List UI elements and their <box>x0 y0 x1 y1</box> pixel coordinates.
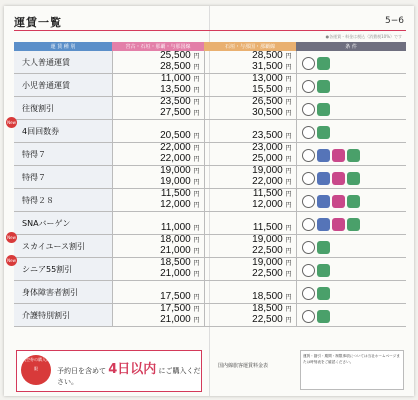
fare-table-caption: 国内線旅客運賃料金表 <box>218 363 269 369</box>
route-b-price-1: 19,000 円 <box>252 234 292 245</box>
header-fare-type: 運 賃 種 別 <box>14 42 112 51</box>
route-a-price-1: 25,500 円 <box>160 50 200 61</box>
route-b-period <box>204 120 240 143</box>
condition-icon <box>317 80 330 93</box>
route-a-price-2: 22,000 円 <box>160 153 200 164</box>
route-b-prices <box>240 120 296 143</box>
fare-name-cell <box>14 281 112 304</box>
header-route-b: 石垣・与那国・那覇線 <box>204 42 296 51</box>
condition-icon <box>302 172 315 185</box>
route-b-price-1: 19,000 円 <box>252 257 292 268</box>
route-b-price-2: 15,500 円 <box>252 84 292 95</box>
route-b-price-1: 13,000 円 <box>252 73 292 84</box>
route-b-period <box>204 97 240 120</box>
route-a-period <box>112 74 148 97</box>
new-badge: New <box>6 117 17 128</box>
route-a-prices <box>148 51 204 74</box>
route-a-price-1: 11,000 円 <box>160 73 200 84</box>
route-b-period <box>204 189 240 212</box>
fare-row <box>14 281 406 304</box>
condition-icons <box>296 212 406 235</box>
route-a-period <box>112 189 148 212</box>
route-b-period <box>204 281 240 304</box>
deadline-post: にご購入ください。 <box>57 367 201 386</box>
condition-icons <box>296 51 406 74</box>
condition-icon <box>302 195 315 208</box>
fare-name: 身体障害者割引 <box>22 287 78 297</box>
route-b-period <box>204 143 240 166</box>
condition-icon <box>302 241 315 254</box>
route-b-prices <box>240 304 296 327</box>
condition-icons <box>296 166 406 189</box>
fare-row <box>14 143 406 166</box>
route-a-prices <box>148 235 204 258</box>
condition-icons <box>296 235 406 258</box>
route-b-period <box>204 304 240 327</box>
condition-icon <box>347 218 360 231</box>
condition-icons <box>296 258 406 281</box>
route-b-prices <box>240 166 296 189</box>
condition-icon <box>347 195 360 208</box>
fare-name-cell <box>14 166 112 189</box>
condition-icons <box>296 143 406 166</box>
route-a-prices <box>148 97 204 120</box>
condition-icon <box>347 172 360 185</box>
route-a-price-2: 13,500 円 <box>160 84 200 95</box>
route-a-prices <box>148 189 204 212</box>
condition-icon <box>317 172 330 185</box>
route-b-period <box>204 51 240 74</box>
condition-icon <box>302 310 315 323</box>
route-a-price-1: 18,000 円 <box>160 234 200 245</box>
route-a-price-1: 23,500 円 <box>160 96 200 107</box>
route-b-prices <box>240 143 296 166</box>
page-number: 5−6 <box>385 16 404 26</box>
route-b-price-2: 23,500 円 <box>252 130 292 141</box>
fare-row <box>14 51 406 74</box>
route-a-price-2: 12,000 円 <box>160 199 200 210</box>
fare-name: 往復割引 <box>22 103 54 113</box>
fare-name-cell <box>7 258 112 281</box>
route-b-prices <box>240 281 296 304</box>
fare-name: 大人普通運賃 <box>22 57 70 67</box>
route-a-period <box>112 120 148 143</box>
route-b-period <box>204 258 240 281</box>
route-a-prices <box>148 304 204 327</box>
route-a-period <box>112 143 148 166</box>
condition-icon <box>302 287 315 300</box>
condition-icon <box>302 264 315 277</box>
fare-notes-box: 運賃・割引・期間・制限事項については当社ホームページまたは時刻表をご確認ください。 <box>300 350 404 390</box>
condition-icons <box>296 281 406 304</box>
condition-icon <box>317 57 330 70</box>
route-a-period <box>112 166 148 189</box>
route-b-prices <box>240 212 296 235</box>
fare-name-cell <box>14 304 112 327</box>
condition-icon <box>302 149 315 162</box>
route-b-period <box>204 212 240 235</box>
route-a-period <box>112 97 148 120</box>
condition-icon <box>302 103 315 116</box>
condition-icon <box>317 264 330 277</box>
fare-name: スカイユース割引 <box>22 241 86 251</box>
route-b-prices <box>240 74 296 97</box>
tax-note: ●各運賃・料金は税込（消費税10%）です <box>325 34 402 39</box>
condition-icons <box>296 189 406 212</box>
route-a-price-2: 21,000 円 <box>160 268 200 279</box>
condition-icon <box>317 149 330 162</box>
route-a-period <box>112 281 148 304</box>
route-b-price-2: 30,500 円 <box>252 107 292 118</box>
route-a-prices <box>148 212 204 235</box>
fare-name: 小児普通運賃 <box>22 80 70 90</box>
deadline-pre: 予約日を含めて <box>57 367 106 375</box>
purchase-deadline-box <box>16 350 202 392</box>
fare-name-cell <box>14 97 112 120</box>
condition-icons <box>296 97 406 120</box>
route-a-price-1: 17,500 円 <box>160 303 200 314</box>
condition-icon <box>317 126 330 139</box>
timetable-page <box>4 6 414 396</box>
fare-name: 介護特別割引 <box>22 310 70 320</box>
route-a-price-2: 19,000 円 <box>160 176 200 187</box>
route-a-price-2: 20,500 円 <box>160 130 200 141</box>
route-a-price-1: 11,500 円 <box>160 188 200 199</box>
route-b-prices <box>240 235 296 258</box>
fare-table <box>7 42 406 327</box>
fare-name-cell <box>14 143 112 166</box>
page-title: 運賃一覧 <box>14 16 62 29</box>
route-b-price-1: 11,500 円 <box>252 188 292 199</box>
route-b-price-2: 12,000 円 <box>252 199 292 210</box>
route-a-prices <box>148 120 204 143</box>
fare-row <box>14 212 406 235</box>
condition-icon <box>317 287 330 300</box>
condition-icon <box>317 103 330 116</box>
route-b-price-2: 22,500 円 <box>252 314 292 325</box>
fare-row <box>14 258 406 281</box>
fare-name: 特得７ <box>22 149 46 159</box>
route-a-price-2: 21,000 円 <box>160 314 200 325</box>
deadline-text <box>57 358 201 387</box>
route-b-price-1: 18,500 円 <box>252 303 292 314</box>
fare-name-cell <box>7 235 112 258</box>
route-b-price-2: 18,500 円 <box>252 291 292 302</box>
condition-icon <box>302 126 315 139</box>
fare-name-cell <box>14 189 112 212</box>
header-route-a: 宮古・石垣・那覇・与那国線 <box>112 42 204 51</box>
condition-icon <box>302 57 315 70</box>
route-a-prices <box>148 258 204 281</box>
condition-icon <box>317 310 330 323</box>
condition-icon <box>332 172 345 185</box>
fare-row <box>14 235 406 258</box>
fare-name-cell <box>7 120 112 143</box>
title-underline <box>14 30 406 31</box>
route-a-prices <box>148 281 204 304</box>
route-a-price-2: 27,500 円 <box>160 107 200 118</box>
route-b-price-1: 26,500 円 <box>252 96 292 107</box>
route-b-prices <box>240 258 296 281</box>
route-a-period <box>112 304 148 327</box>
route-b-price-1: 28,500 円 <box>252 50 292 61</box>
route-a-prices <box>148 74 204 97</box>
fare-row <box>14 189 406 212</box>
fare-name-cell <box>14 51 112 74</box>
fare-rows <box>7 50 406 327</box>
route-b-price-1: 19,000 円 <box>252 165 292 176</box>
route-b-period <box>204 235 240 258</box>
route-b-price-2: 22,500 円 <box>252 268 292 279</box>
condition-icon <box>332 149 345 162</box>
route-a-price-1: 19,000 円 <box>160 165 200 176</box>
fare-row <box>14 74 406 97</box>
route-a-price-1: 18,500 円 <box>160 257 200 268</box>
condition-icons <box>296 120 406 143</box>
route-b-prices <box>240 51 296 74</box>
deadline-days: 4日以内 <box>108 362 157 377</box>
new-badge: New <box>6 255 17 266</box>
route-a-price-2: 21,000 円 <box>160 245 200 256</box>
header-conditions: 条 件 <box>296 42 406 51</box>
fare-name-cell <box>14 212 112 235</box>
route-a-period <box>112 235 148 258</box>
condition-icons <box>296 304 406 327</box>
condition-icon <box>332 218 345 231</box>
route-b-price-2: 22,000 円 <box>252 176 292 187</box>
fare-name: シニア55割引 <box>22 264 73 274</box>
route-a-prices <box>148 143 204 166</box>
condition-icon <box>347 149 360 162</box>
condition-icon <box>302 80 315 93</box>
route-b-prices <box>240 189 296 212</box>
fare-name: 4回回数券 <box>22 126 60 136</box>
deadline-circle: 航空券の購入期限 <box>21 355 51 385</box>
route-a-price-2: 17,500 円 <box>160 291 200 302</box>
route-a-price-2: 11,000 円 <box>160 222 200 233</box>
route-b-price-2: 31,500 円 <box>252 61 292 72</box>
route-b-period <box>204 74 240 97</box>
fare-row <box>14 304 406 327</box>
condition-icon <box>332 195 345 208</box>
route-b-price-1: 23,000 円 <box>252 142 292 153</box>
route-b-price-2: 11,500 円 <box>252 222 292 233</box>
fare-row <box>14 97 406 120</box>
condition-icon <box>317 195 330 208</box>
route-b-price-2: 25,000 円 <box>252 153 292 164</box>
fare-row <box>14 120 406 143</box>
route-b-period <box>204 166 240 189</box>
fare-name: 特得７ <box>22 172 46 182</box>
condition-icon <box>317 218 330 231</box>
condition-icons <box>296 74 406 97</box>
fare-row <box>14 166 406 189</box>
route-a-period <box>112 212 148 235</box>
condition-icon <box>302 218 315 231</box>
fare-name: SNAバーゲン <box>22 218 71 228</box>
route-a-price-1: 22,000 円 <box>160 142 200 153</box>
route-a-price-2: 28,500 円 <box>160 61 200 72</box>
condition-icon <box>317 241 330 254</box>
route-a-period <box>112 258 148 281</box>
route-b-prices <box>240 97 296 120</box>
route-a-period <box>112 51 148 74</box>
fare-name: 特得２８ <box>22 195 54 205</box>
new-badge: New <box>6 232 17 243</box>
route-a-prices <box>148 166 204 189</box>
route-b-price-2: 22,500 円 <box>252 245 292 256</box>
fare-name-cell <box>14 74 112 97</box>
